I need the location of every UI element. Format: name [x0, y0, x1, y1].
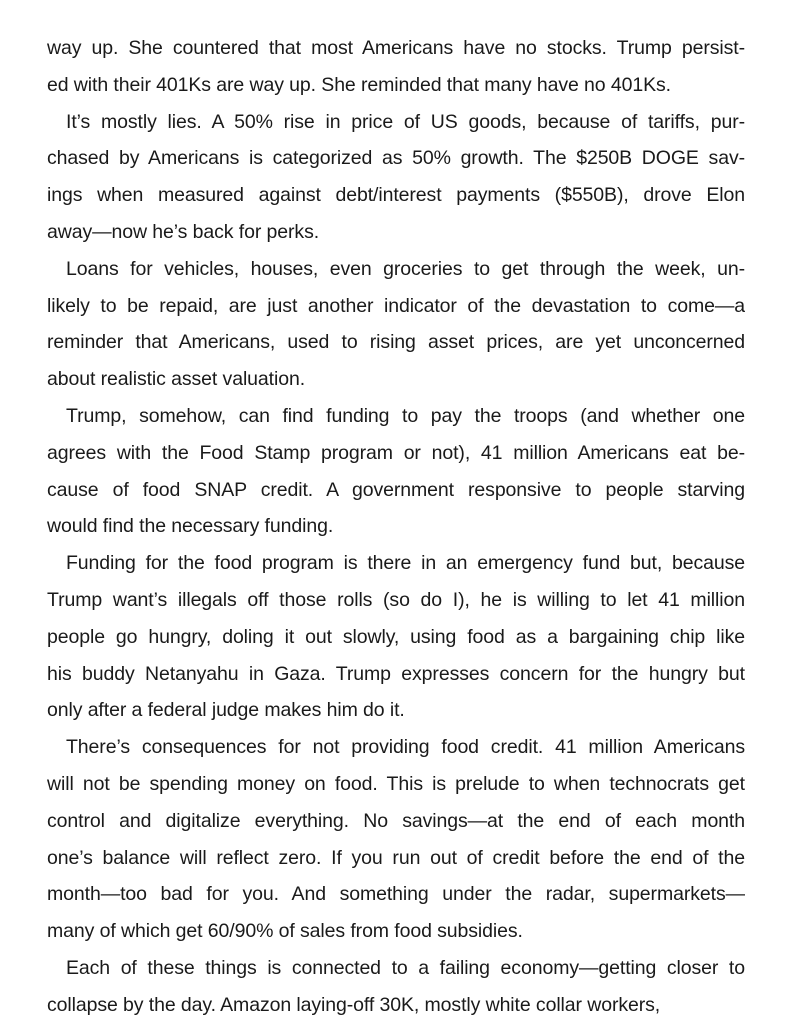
- text-line: Funding for the food program is there in an emergency fund but, because: [66, 552, 745, 575]
- text-line: collapse by the day. Amazon laying-off 30K, mostly white collar workers,: [47, 993, 661, 1016]
- text-line: reminder that Americans, used to rising asset prices, are yet unconcerned: [47, 331, 745, 354]
- text-line: month—too bad for you. And something under the radar, supermarkets—: [47, 883, 745, 906]
- text-line: There’s consequences for not providing food credit. 41 million Americans: [66, 736, 745, 759]
- text-line: many of which get 60/90% of sales from food subsidies.: [47, 920, 523, 943]
- paragraph-failing-economy: [47, 950, 745, 1024]
- text-line: control and digitalize everything. No savings—at the end of each month: [47, 809, 745, 832]
- text-line: way up. She countered that most Americans have no stocks. Trump persist-: [47, 37, 745, 59]
- text-line: likely to be repaid, are just another indicator of the devastation to come—a: [47, 294, 745, 317]
- text-line: agrees with the Food Stamp program or not), 41 million Americans eat be-: [47, 441, 745, 464]
- text-line: will not be spending money on food. This is prelude to when technocrats get: [47, 772, 745, 795]
- text-line: one’s balance will reflect zero. If you run out of credit before the end of the: [47, 846, 745, 869]
- text-line: Trump want’s illegals off those rolls (so do I), he is willing to let 41 million: [47, 588, 745, 611]
- document-page: [47, 30, 745, 1024]
- text-line: people go hungry, doling it out slowly, using food as a bargaining chip like: [47, 625, 745, 648]
- text-line: ings when measured against debt/interest payments ($550B), drove Elon: [47, 184, 745, 207]
- paragraph-consequences: [47, 729, 745, 950]
- text-line: It’s mostly lies. A 50% rise in price of US goods, because of tariffs, pur-: [66, 110, 745, 133]
- paragraph-mostly-lies: [47, 104, 745, 251]
- text-line: Each of these things is connected to a failing economy—getting closer to: [66, 956, 745, 979]
- text-line: ed with their 401Ks are way up. She reminded that many have no 401Ks.: [47, 73, 671, 96]
- paragraph-continuation: [47, 30, 745, 104]
- text-line: Loans for vehicles, houses, even groceries to get through the week, un-: [66, 257, 745, 280]
- paragraph-emergency-fund: [47, 545, 745, 729]
- text-line: about realistic asset valuation.: [47, 368, 306, 391]
- text-line: Trump, somehow, can find funding to pay the troops (and whether one: [66, 404, 745, 427]
- text-line: would find the necessary funding.: [47, 515, 334, 538]
- text-line: his buddy Netanyahu in Gaza. Trump expresses concern for the hungry but: [47, 662, 745, 685]
- text-line: only after a federal judge makes him do it.: [47, 699, 405, 722]
- text-line: cause of food SNAP credit. A government responsive to people starving: [47, 478, 745, 501]
- paragraph-loans: [47, 251, 745, 398]
- text-line: away—now he’s back for perks.: [47, 220, 320, 243]
- paragraph-troops-funding: [47, 398, 745, 545]
- text-line: chased by Americans is categorized as 50% growth. The $250B DOGE sav-: [47, 147, 745, 170]
